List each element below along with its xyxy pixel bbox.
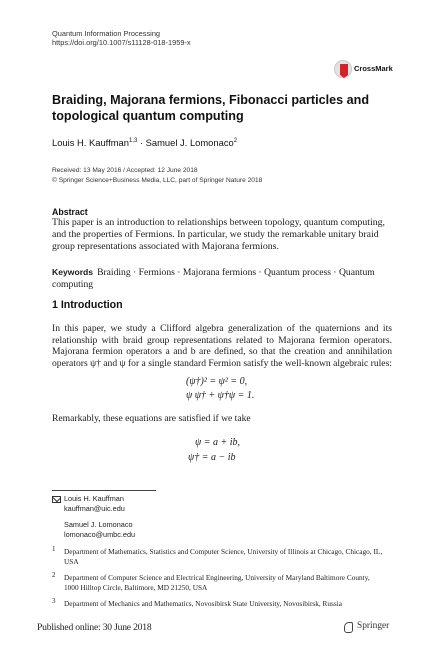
affiliation-number: 2 — [52, 571, 56, 579]
abstract-text: This paper is an introduction to relationships between topology, quantum computing, and the properties of Fermions. In particular, we study the remarkable unitary braid group representations associated with Majorana fermions. — [52, 217, 385, 252]
author-name: Louis H. Kauffman — [64, 494, 124, 503]
affiliation-ref: 1,3 — [128, 138, 138, 144]
remark-text: Remarkably, these equations are satisfied if we take — [52, 413, 251, 424]
keywords-label: Keywords — [52, 267, 94, 277]
affiliation-number: 1 — [52, 545, 56, 553]
journal-header — [52, 29, 191, 47]
received-accepted: Received: 13 May 2016 / Accepted: 12 June 2018 — [52, 167, 198, 174]
author-separator: · — [137, 137, 146, 148]
equation-2: ψ ψ† + ψ†ψ = 1. — [186, 390, 255, 401]
affiliation-ref: 2 — [233, 138, 238, 144]
doi-link[interactable]: https://doi.org/10.1007/s11128-018-1959-x — [52, 38, 191, 47]
published-online: Published online: 30 June 2018 — [37, 622, 152, 633]
intro-paragraph: In this paper, we study a Clifford algebra generalization of the quaternions and its relationship with braid group representations related to Majorana fermion operators. Majorana fermion operators a and b are defined, so that the creation and annihilation operators ψ† and ψ for a single standard Fermion satisfy the well-known algebraic rules: — [52, 323, 392, 369]
copyright-line: © Springer Science+Business Media, LLC, part of Springer Nature 2018 — [52, 176, 263, 184]
springer-horse-icon — [344, 622, 353, 633]
author-email[interactable]: kauffman@uic.edu — [64, 504, 125, 513]
equation-1: (ψ†)² = ψ² = 0, — [186, 376, 248, 387]
abstract-heading: Abstract — [52, 207, 88, 217]
corresponding-author-2 — [64, 520, 135, 540]
crossmark-icon — [334, 60, 352, 78]
keywords — [52, 266, 392, 291]
section-heading: 1 Introduction — [52, 299, 123, 311]
publisher-name: Springer — [357, 621, 390, 631]
footnote-divider — [52, 490, 156, 491]
paper-title: Braiding, Majorana fermions, Fibonacci particles and topological quantum computing — [52, 93, 370, 123]
journal-name: Quantum Information Processing — [52, 29, 161, 38]
springer-logo — [344, 621, 404, 635]
equation-4: ψ† = a − ib — [188, 452, 236, 463]
affiliation-text: Department of Mechanics and Mathematics, Novosibirsk State University, Novosibirsk, Russia — [64, 599, 342, 608]
envelope-icon — [52, 496, 61, 503]
affiliation-text: Department of Mathematics, Statistics and Computer Science, University of Illinois at Chicago, Chicago, IL, USA — [64, 547, 383, 566]
corresponding-author-1 — [64, 494, 125, 514]
crossmark-label: CrossMark — [354, 64, 393, 73]
author-email[interactable]: lomonaco@umbc.edu — [64, 530, 136, 539]
author-name[interactable]: Samuel J. Lomonaco — [145, 137, 234, 148]
author-name: Samuel J. Lomonaco — [64, 520, 133, 529]
affiliation-text: Department of Computer Science and Electrical Engineering, University of Maryland Baltimore County, 1000 Hilltop Circle, Baltimore, MD 21250, USA — [64, 573, 370, 592]
keywords-text: Braiding · Fermions · Majorana fermions · Quantum process · Quantum computing — [52, 267, 375, 290]
affiliation-number: 3 — [52, 597, 56, 605]
equation-3: ψ = a + ib, — [195, 437, 240, 448]
author-name[interactable]: Louis H. Kauffman — [52, 137, 129, 148]
publication-dates — [52, 166, 262, 185]
author-list — [52, 137, 237, 148]
crossmark-button[interactable] — [334, 59, 394, 81]
